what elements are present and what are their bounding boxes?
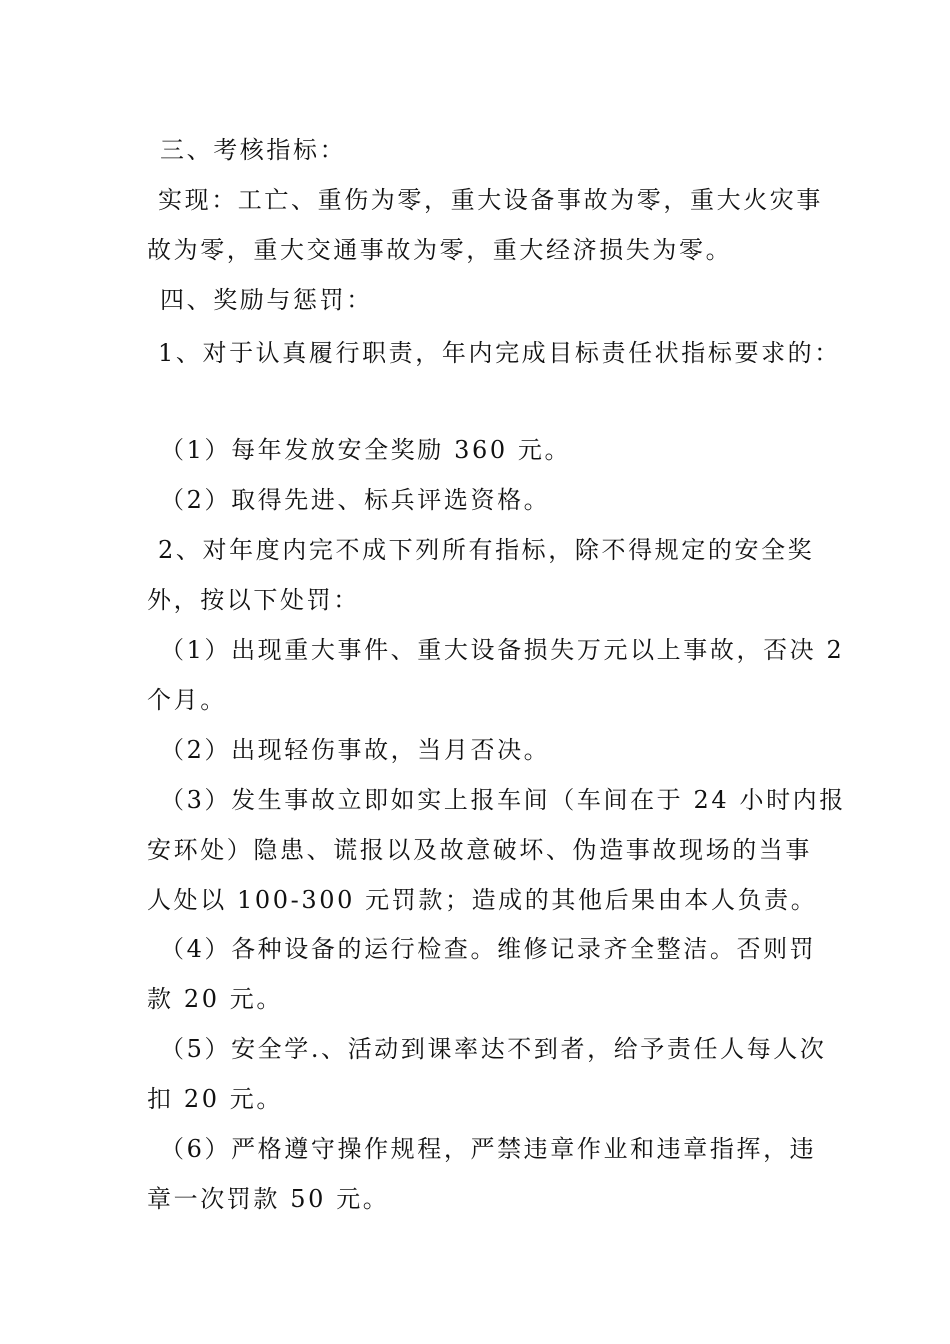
list-item: （1）每年发放安全奖励 360 元。 xyxy=(160,436,572,464)
list-item: （2）出现轻伤事故，当月否决。 xyxy=(160,736,551,764)
list-item: （2）取得先进、标兵评选资格。 xyxy=(160,486,551,514)
paragraph-line: 1、对于认真履行职责，年内完成目标责任状指标要求的： xyxy=(158,339,841,367)
paragraph-line: 款 20 元。 xyxy=(147,985,283,1013)
list-item: （1）出现重大事件、重大设备损失万元以上事故，否决 2 xyxy=(160,636,845,664)
paragraph-line: 个月。 xyxy=(147,686,227,714)
paragraph-line: 故为零，重大交通事故为零，重大经济损失为零。 xyxy=(147,236,733,264)
list-item: （6）严格遵守操作规程，严禁违章作业和违章指挥，违 xyxy=(160,1135,817,1163)
list-item: （4）各种设备的运行检查。维修记录齐全整洁。否则罚 xyxy=(160,935,817,963)
section-heading-rewards: 四、奖励与惩罚： xyxy=(160,286,373,314)
paragraph-line: 章一次罚款 50 元。 xyxy=(147,1185,390,1213)
list-item: （5）安全学.、活动到课率达不到者，给予责任人每人次 xyxy=(160,1035,827,1063)
section-heading-assessment: 三、考核指标： xyxy=(160,136,347,164)
paragraph-line: 人处以 100-300 元罚款；造成的其他后果由本人负责。 xyxy=(147,886,818,914)
paragraph-line: 外，按以下处罚： xyxy=(147,586,360,614)
paragraph-line: 安环处）隐患、谎报以及故意破坏、伪造事故现场的当事 xyxy=(147,836,812,864)
paragraph-line: 实现：工亡、重伤为零，重大设备事故为零，重大火灾事 xyxy=(158,186,823,214)
list-item: （3）发生事故立即如实上报车间（车间在于 24 小时内报 xyxy=(160,786,846,814)
paragraph-line: 扣 20 元。 xyxy=(147,1085,283,1113)
paragraph-line: 2、对年度内完不成下列所有指标，除不得规定的安全奖 xyxy=(158,536,815,564)
